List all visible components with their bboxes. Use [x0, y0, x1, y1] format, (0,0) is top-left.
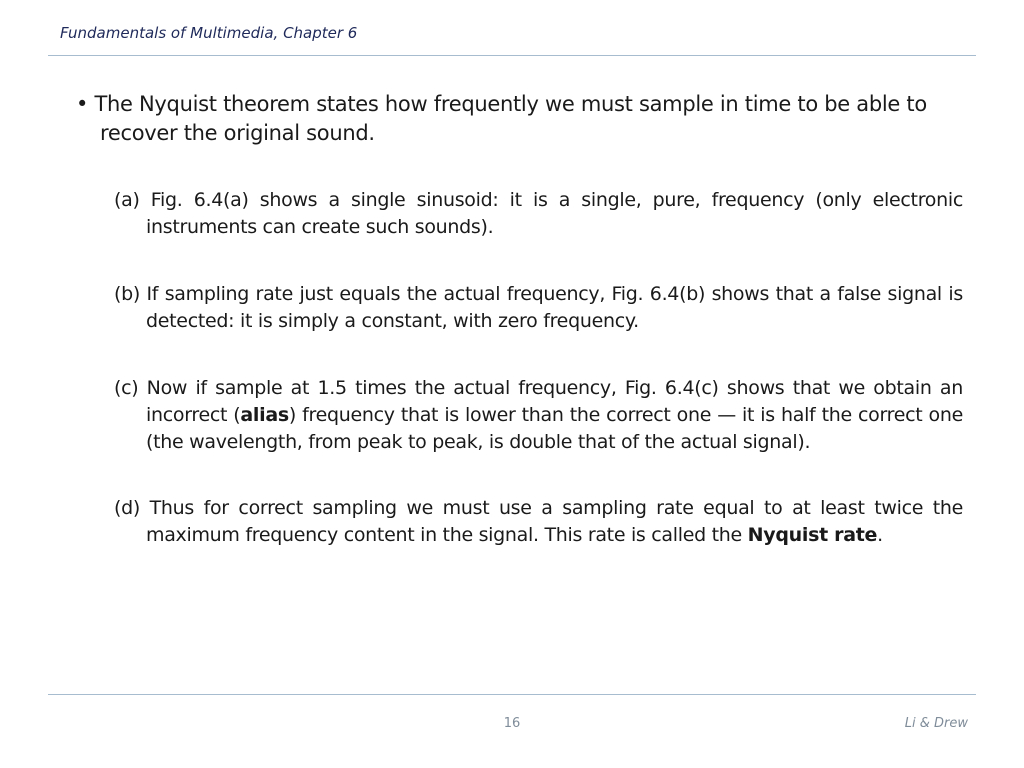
slide-header-title: Fundamentals of Multimedia, Chapter 6 — [60, 24, 358, 42]
footer-divider — [48, 694, 976, 695]
sub-point-c-text-before: Now if sample at 1.5 times the actual frequency, Fig. 6.4(c) shows that we obtain an incorrect ( — [146, 377, 963, 426]
nyquist-rate-term: Nyquist rate — [747, 524, 878, 546]
sub-point-d-text-after: . — [877, 524, 883, 546]
sub-point-b-marker: (b) — [114, 283, 140, 305]
main-bullet-text: The Nyquist theorem states how frequently we must sample in time to be able to recover the original sound. — [94, 92, 927, 145]
header-divider — [48, 55, 976, 56]
sub-point-b-text: If sampling rate just equals the actual frequency, Fig. 6.4(b) shows that a false signal is detected: it is simply a constant, with zero frequency. — [146, 283, 963, 332]
footer-author: Li & Drew — [904, 716, 968, 731]
sub-point-b — [62, 281, 963, 335]
sub-point-a-text: Fig. 6.4(a) shows a single sinusoid: it is a single, pure, frequency (only electronic instruments can create such sounds). — [146, 189, 963, 238]
sub-point-c-marker: (c) — [114, 377, 139, 399]
sub-point-a — [62, 187, 963, 241]
slide-body — [62, 90, 963, 549]
sub-point-d-text-before: Thus for correct sampling we must use a sampling rate equal to at least twice the maximum frequency content in the signal. This rate is called the — [146, 497, 963, 546]
page-number: 16 — [503, 716, 521, 731]
main-bullet-point — [62, 90, 963, 148]
sub-point-c — [62, 375, 963, 456]
alias-term: alias — [240, 404, 289, 426]
sub-point-d-marker: (d) — [114, 497, 140, 519]
sub-point-a-marker: (a) — [114, 189, 140, 211]
bullet-marker: • — [76, 92, 89, 116]
sub-point-c-text-after: ) frequency that is lower than the correct one — it is half the correct one (the wavelength, from peak to peak, is double that of the actual signal). — [146, 404, 963, 453]
sub-point-d — [62, 495, 963, 549]
